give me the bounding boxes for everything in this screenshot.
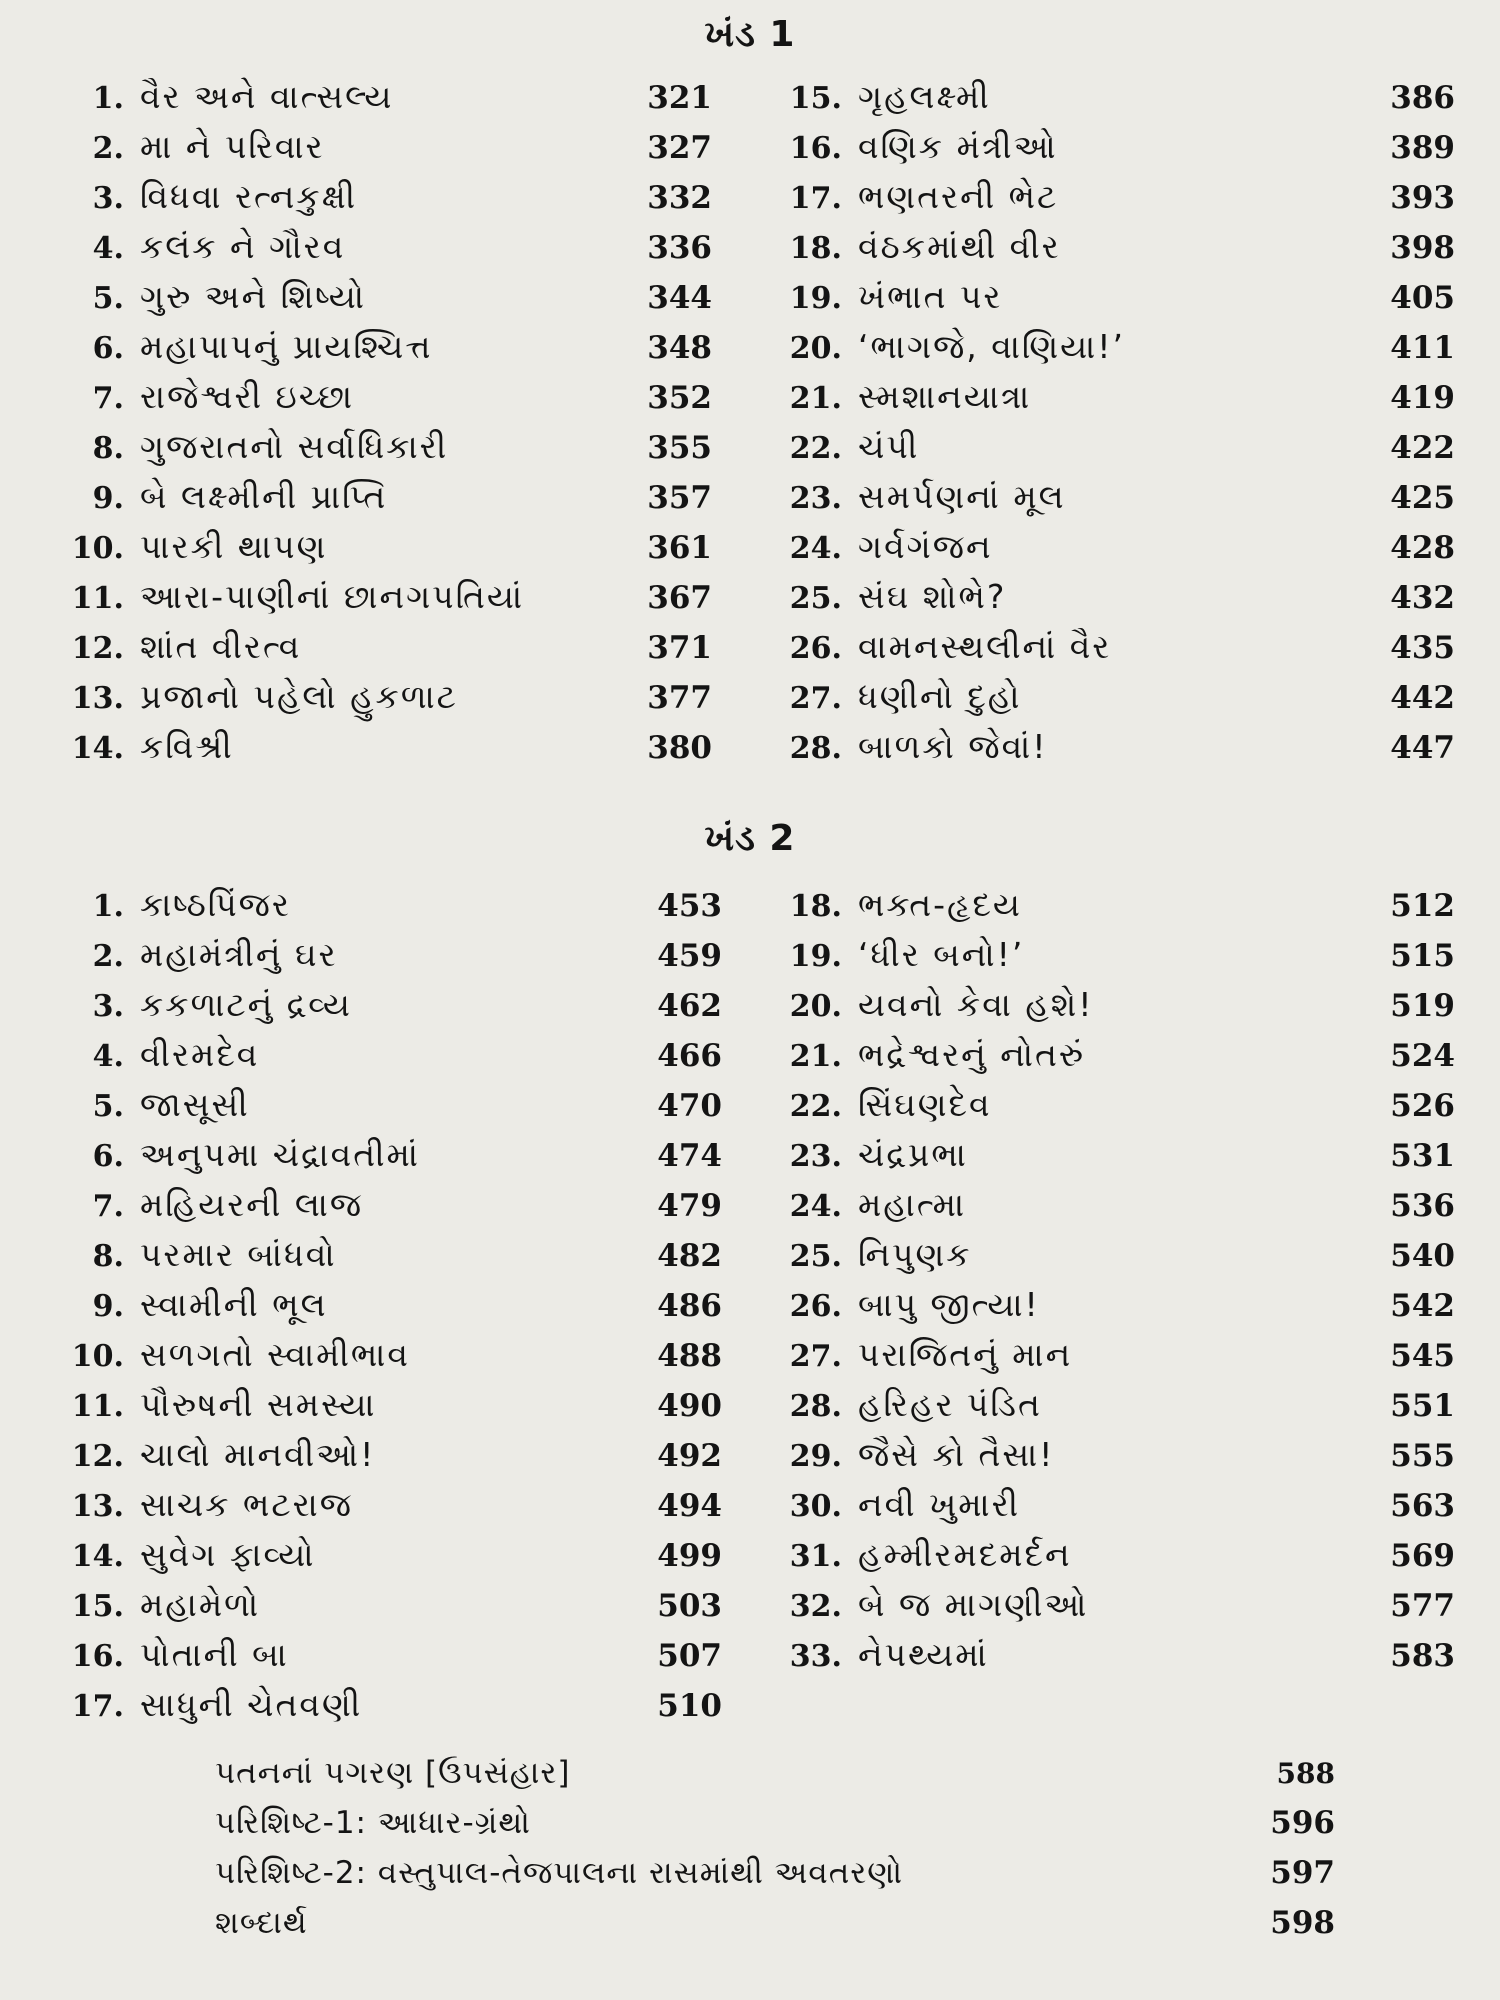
chapter-number: 25. xyxy=(789,1239,842,1274)
chapter-title: બે જ માગણીઓ xyxy=(858,1585,1089,1624)
page-number: 551 xyxy=(1390,1388,1455,1424)
page-number: 540 xyxy=(1390,1238,1455,1274)
chapter-number: 23. xyxy=(789,1139,842,1174)
chapter-title: બે લક્ષ્મીની પ્રાપ્તિ xyxy=(140,477,388,516)
chapter-title: મહાત્મા xyxy=(858,1185,967,1224)
toc-entry xyxy=(42,422,712,472)
chapter-number: 27. xyxy=(789,681,842,716)
toc-entry xyxy=(760,1080,1455,1130)
toc-entry xyxy=(42,622,712,672)
chapter-number: 3. xyxy=(92,181,124,216)
chapter-title: ‘ધીર બનો!’ xyxy=(858,935,1025,974)
chapter-title: સ્વામીની ભૂલ xyxy=(140,1285,328,1324)
chapter-number: 1. xyxy=(92,889,124,924)
toc-entry xyxy=(215,1798,1335,1848)
chapter-number: 5. xyxy=(92,281,124,316)
page-number: 474 xyxy=(657,1138,722,1174)
toc-entry xyxy=(760,272,1455,322)
chapter-title: ભક્ત-હૃદય xyxy=(858,885,1022,924)
toc-entry xyxy=(42,1230,722,1280)
chapter-title: અનુપમા ચંદ્રાવતીમાં xyxy=(140,1135,420,1174)
chapter-title: વામનસ્થલીનાં વૈર xyxy=(858,627,1112,666)
chapter-title: સમર્પણનાં મૂલ xyxy=(858,477,1066,516)
page-number: 479 xyxy=(657,1188,722,1224)
chapter-number: 28. xyxy=(789,731,842,766)
chapter-number: 26. xyxy=(789,1289,842,1324)
chapter-number: 19. xyxy=(789,939,842,974)
chapter-number: 15. xyxy=(789,81,842,116)
toc-entry xyxy=(760,1130,1455,1180)
chapter-number: 10. xyxy=(71,531,124,566)
toc-entry xyxy=(760,422,1455,472)
page-number: 425 xyxy=(1390,480,1455,516)
toc-entry xyxy=(42,1080,722,1130)
chapter-number: 13. xyxy=(71,1489,124,1524)
chapter-title: મહિયરની લાજ xyxy=(140,1185,364,1224)
toc-entry xyxy=(760,1230,1455,1280)
chapter-number: 27. xyxy=(789,1339,842,1374)
chapter-title: સુવેગ ફાવ્યો xyxy=(140,1535,316,1574)
page-number: 583 xyxy=(1390,1638,1455,1674)
chapter-number: 14. xyxy=(71,1539,124,1574)
chapter-title: આરા-પાણીનાં છાનગપતિયાં xyxy=(140,577,525,616)
chapter-number: 25. xyxy=(789,581,842,616)
appendix-list xyxy=(215,1748,1335,1948)
page-number: 419 xyxy=(1390,380,1455,416)
chapter-title: કલંક ને ગૌરવ xyxy=(140,227,346,266)
toc-entry xyxy=(42,522,712,572)
chapter-title: ગૃહલક્ષ્મી xyxy=(858,77,991,116)
chapter-title: ગુરુ અને શિષ્યો xyxy=(140,277,367,316)
toc-entry xyxy=(760,622,1455,672)
page-number: 462 xyxy=(657,988,722,1024)
chapter-number: 20. xyxy=(789,331,842,366)
page-number: 470 xyxy=(657,1088,722,1124)
page-number: 332 xyxy=(647,180,712,216)
page-number: 393 xyxy=(1390,180,1455,216)
page-number: 344 xyxy=(647,280,712,316)
toc-entry xyxy=(42,880,722,930)
chapter-number: 30. xyxy=(789,1489,842,1524)
chapter-title: ભદ્રેશ્વરનું નોતરું xyxy=(858,1035,1086,1074)
toc-entry xyxy=(760,672,1455,722)
chapter-number: 2. xyxy=(92,131,124,166)
chapter-number: 4. xyxy=(92,1039,124,1074)
chapter-title: સિંઘણદેવ xyxy=(858,1085,992,1124)
page-number: 577 xyxy=(1390,1588,1455,1624)
page-number: 386 xyxy=(1390,80,1455,116)
chapter-title: મહાપાપનું પ્રાયશ્ચિત્ત xyxy=(140,327,433,366)
toc-entry xyxy=(42,1680,722,1730)
page-number: 428 xyxy=(1390,530,1455,566)
chapter-number: 29. xyxy=(789,1439,842,1474)
page-number: 357 xyxy=(647,480,712,516)
toc-entry xyxy=(760,172,1455,222)
page-number: 432 xyxy=(1390,580,1455,616)
chapter-number: 21. xyxy=(789,1039,842,1074)
chapter-title: વૈર અને વાત્સલ્ય xyxy=(140,77,394,116)
toc-entry xyxy=(760,980,1455,1030)
page-number: 422 xyxy=(1390,430,1455,466)
page-number: 507 xyxy=(657,1638,722,1674)
page-number: 503 xyxy=(657,1588,722,1624)
toc-entry xyxy=(760,472,1455,522)
toc-entry xyxy=(42,1280,722,1330)
page-number: 348 xyxy=(647,330,712,366)
chapter-title: સ્મશાનયાત્રા xyxy=(858,377,1032,416)
chapter-number: 16. xyxy=(71,1639,124,1674)
page-number: 371 xyxy=(647,630,712,666)
page-number: 486 xyxy=(657,1288,722,1324)
chapter-title: મહામેળો xyxy=(140,1585,261,1624)
page-number: 352 xyxy=(647,380,712,416)
page-number: 499 xyxy=(657,1538,722,1574)
toc-entry xyxy=(760,722,1455,772)
page-number: 545 xyxy=(1390,1338,1455,1374)
page-number: 531 xyxy=(1390,1138,1455,1174)
toc-entry xyxy=(760,1530,1455,1580)
chapter-title: ‘ભાગજે, વાણિયા!’ xyxy=(858,327,1125,366)
chapter-title: પરમાર બાંધવો xyxy=(140,1235,337,1274)
chapter-title: નવી ખુમારી xyxy=(858,1485,1021,1524)
page-number: 466 xyxy=(657,1038,722,1074)
chapter-number: 7. xyxy=(92,381,124,416)
chapter-title: મહામંત્રીનું ઘર xyxy=(140,935,338,974)
chapter-number: 24. xyxy=(789,1189,842,1224)
chapter-number: 11. xyxy=(71,1389,124,1424)
page-number: 588 xyxy=(1276,1757,1335,1790)
chapter-title: ચાલો માનવીઓ! xyxy=(140,1435,376,1474)
chapter-number: 9. xyxy=(92,1289,124,1324)
page-number: 336 xyxy=(647,230,712,266)
chapter-title: કાષ્ઠપિંજર xyxy=(140,885,291,924)
toc-entry xyxy=(760,122,1455,172)
chapter-title: પૌરુષની સમસ્યા xyxy=(140,1385,377,1424)
chapter-title: સળગતો સ્વામીભાવ xyxy=(140,1335,410,1374)
chapter-number: 8. xyxy=(92,431,124,466)
page-number: 459 xyxy=(657,938,722,974)
page-number: 355 xyxy=(647,430,712,466)
chapter-number: 28. xyxy=(789,1389,842,1424)
page-number: 596 xyxy=(1270,1805,1335,1841)
chapter-title: હમ્મીરમદમર્દન xyxy=(858,1535,1072,1574)
toc-entry xyxy=(42,372,712,422)
chapter-title: પારકી થાપણ xyxy=(140,527,328,566)
chapter-title: શાંત વીરત્વ xyxy=(140,627,302,666)
chapter-title: ગુજરાતનો સર્વાધિકારી xyxy=(140,427,449,466)
toc-entry xyxy=(760,880,1455,930)
toc-entry xyxy=(42,1030,722,1080)
toc-entry xyxy=(760,1630,1455,1680)
section-1-column-left xyxy=(42,72,712,772)
chapter-title: ચંદ્રપ્રભા xyxy=(858,1135,968,1174)
toc-entry xyxy=(42,1330,722,1380)
chapter-number: 26. xyxy=(789,631,842,666)
chapter-title: કવિશ્રી xyxy=(140,727,234,766)
toc-entry xyxy=(760,372,1455,422)
page-number: 494 xyxy=(657,1488,722,1524)
chapter-title: ધણીનો દુહો xyxy=(858,677,1022,716)
chapter-number: 33. xyxy=(789,1639,842,1674)
chapter-number: 21. xyxy=(789,381,842,416)
chapter-title: નેપથ્યમાં xyxy=(858,1635,989,1674)
chapter-title: વણિક મંત્રીઓ xyxy=(858,127,1058,166)
toc-entry xyxy=(42,980,722,1030)
chapter-number: 19. xyxy=(789,281,842,316)
chapter-title: ભણતરની ભેટ xyxy=(858,177,1059,216)
section-1-column-right xyxy=(760,72,1455,772)
page-number: 515 xyxy=(1390,938,1455,974)
page-number: 524 xyxy=(1390,1038,1455,1074)
toc-entry xyxy=(42,472,712,522)
chapter-title: યવનો કેવા હશે! xyxy=(858,985,1094,1024)
page-number: 447 xyxy=(1390,730,1455,766)
chapter-title: સાધુની ચેતવણી xyxy=(140,1685,363,1724)
chapter-title: ગર્વગંજન xyxy=(858,527,993,566)
chapter-title: પરિશિષ્ટ-1: આધાર-ગ્રંથો xyxy=(215,1805,531,1841)
chapter-number: 6. xyxy=(92,331,124,366)
toc-entry xyxy=(42,1430,722,1480)
toc-entry xyxy=(760,72,1455,122)
page-number: 555 xyxy=(1390,1438,1455,1474)
toc-entry xyxy=(760,222,1455,272)
chapter-number: 16. xyxy=(789,131,842,166)
chapter-title: કકળાટનું દ્રવ્ય xyxy=(140,985,352,1024)
toc-entry xyxy=(42,222,712,272)
chapter-title: વીરમદેવ xyxy=(140,1035,260,1074)
chapter-number: 8. xyxy=(92,1239,124,1274)
chapter-title: પોતાની બા xyxy=(140,1635,289,1674)
chapter-number: 24. xyxy=(789,531,842,566)
chapter-title: પરાજિતનું માન xyxy=(858,1335,1073,1374)
toc-entry xyxy=(42,930,722,980)
section-1-heading: ખંડ 1 xyxy=(704,14,796,55)
toc-entry xyxy=(42,1630,722,1680)
toc-entry xyxy=(42,1180,722,1230)
chapter-title: જૈસે કો તૈસા! xyxy=(858,1435,1055,1474)
chapter-number: 31. xyxy=(789,1539,842,1574)
chapter-number: 12. xyxy=(71,1439,124,1474)
chapter-title: ચંપી xyxy=(858,427,920,466)
chapter-title: પ્રજાનો પહેલો હુકળાટ xyxy=(140,677,458,716)
toc-entry xyxy=(42,672,712,722)
chapter-title: નિપુણક xyxy=(858,1235,972,1274)
toc-entry xyxy=(42,572,712,622)
page-number: 398 xyxy=(1390,230,1455,266)
chapter-number: 18. xyxy=(789,231,842,266)
toc-entry xyxy=(42,322,712,372)
chapter-title: મા ને પરિવાર xyxy=(140,127,325,166)
chapter-title: જાસૂસી xyxy=(140,1085,250,1124)
section-2-column-right xyxy=(760,880,1455,1680)
chapter-number: 1. xyxy=(92,81,124,116)
page-number: 405 xyxy=(1390,280,1455,316)
page-number: 453 xyxy=(657,888,722,924)
page-number: 490 xyxy=(657,1388,722,1424)
toc-entry xyxy=(215,1748,1335,1798)
chapter-number: 2. xyxy=(92,939,124,974)
page-number: 526 xyxy=(1390,1088,1455,1124)
chapter-number: 5. xyxy=(92,1089,124,1124)
chapter-number: 13. xyxy=(71,681,124,716)
section-2-column-left xyxy=(42,880,722,1730)
page-number: 488 xyxy=(657,1338,722,1374)
toc-entry xyxy=(42,1530,722,1580)
page-number: 482 xyxy=(657,1238,722,1274)
page-number: 411 xyxy=(1390,330,1455,366)
toc-entry xyxy=(42,1130,722,1180)
chapter-number: 3. xyxy=(92,989,124,1024)
toc-entry xyxy=(760,1330,1455,1380)
page-number: 597 xyxy=(1270,1855,1335,1891)
toc-entry xyxy=(42,172,712,222)
chapter-title: વંઠકમાંથી વીર xyxy=(858,227,1061,266)
page-number: 598 xyxy=(1270,1905,1335,1941)
toc-entry xyxy=(760,572,1455,622)
toc-entry xyxy=(42,122,712,172)
chapter-title: શબ્દાર્થ xyxy=(215,1905,308,1941)
page-number: 442 xyxy=(1390,680,1455,716)
toc-entry xyxy=(42,72,712,122)
section-2-heading: ખંડ 2 xyxy=(704,818,796,859)
page-number: 327 xyxy=(647,130,712,166)
page-number: 389 xyxy=(1390,130,1455,166)
page-number: 321 xyxy=(647,80,712,116)
page-number: 510 xyxy=(657,1688,722,1724)
page-number: 492 xyxy=(657,1438,722,1474)
chapter-title: સંઘ શોભે? xyxy=(858,577,1007,616)
chapter-title: ખંભાત પર xyxy=(858,277,1003,316)
toc-entry xyxy=(760,522,1455,572)
chapter-number: 6. xyxy=(92,1139,124,1174)
chapter-number: 10. xyxy=(71,1339,124,1374)
page-number: 367 xyxy=(647,580,712,616)
toc-entry xyxy=(760,1280,1455,1330)
page-number: 563 xyxy=(1390,1488,1455,1524)
toc-entry xyxy=(42,1580,722,1630)
toc-entry xyxy=(760,1380,1455,1430)
chapter-number: 9. xyxy=(92,481,124,516)
chapter-number: 7. xyxy=(92,1189,124,1224)
toc-entry xyxy=(42,1380,722,1430)
toc-entry xyxy=(760,1580,1455,1630)
chapter-number: 12. xyxy=(71,631,124,666)
chapter-title: પતનનાં પગરણ [ઉપસંહાર] xyxy=(215,1755,571,1791)
page-number: 542 xyxy=(1390,1288,1455,1324)
page-number: 435 xyxy=(1390,630,1455,666)
chapter-number: 17. xyxy=(789,181,842,216)
chapter-number: 11. xyxy=(71,581,124,616)
toc-entry xyxy=(42,722,712,772)
page-number: 512 xyxy=(1390,888,1455,924)
toc-entry xyxy=(42,272,712,322)
chapter-title: બાળકો જેવાં! xyxy=(858,727,1048,766)
page-number: 569 xyxy=(1390,1538,1455,1574)
chapter-number: 4. xyxy=(92,231,124,266)
chapter-number: 22. xyxy=(789,1089,842,1124)
page-number: 536 xyxy=(1390,1188,1455,1224)
chapter-number: 18. xyxy=(789,889,842,924)
chapter-title: હરિહર પંડિત xyxy=(858,1385,1042,1424)
chapter-title: બાપુ જીત્યા! xyxy=(858,1285,1040,1324)
page-number: 377 xyxy=(647,680,712,716)
chapter-number: 17. xyxy=(71,1689,124,1724)
chapter-number: 23. xyxy=(789,481,842,516)
chapter-title: વિધવા રત્નકુક્ષી xyxy=(140,177,358,216)
page-number: 519 xyxy=(1390,988,1455,1024)
toc-entry xyxy=(760,1430,1455,1480)
toc-entry xyxy=(760,1180,1455,1230)
toc-entry xyxy=(215,1898,1335,1948)
page-number: 361 xyxy=(647,530,712,566)
chapter-title: સાચક ભટરાજ xyxy=(140,1485,353,1524)
chapter-number: 20. xyxy=(789,989,842,1024)
toc-entry xyxy=(760,1480,1455,1530)
chapter-title: પરિશિષ્ટ-2: વસ્તુપાલ-તેજપાલના રાસમાંથી અવતરણો xyxy=(215,1855,904,1891)
toc-entry xyxy=(760,1030,1455,1080)
toc-entry xyxy=(760,322,1455,372)
chapter-title: રાજેશ્વરી ઇચ્છા xyxy=(140,377,355,416)
toc-entry xyxy=(42,1480,722,1530)
page-number: 380 xyxy=(647,730,712,766)
toc-entry xyxy=(760,930,1455,980)
chapter-number: 22. xyxy=(789,431,842,466)
chapter-number: 15. xyxy=(71,1589,124,1624)
toc-entry xyxy=(215,1848,1335,1898)
chapter-number: 14. xyxy=(71,731,124,766)
chapter-number: 32. xyxy=(789,1589,842,1624)
